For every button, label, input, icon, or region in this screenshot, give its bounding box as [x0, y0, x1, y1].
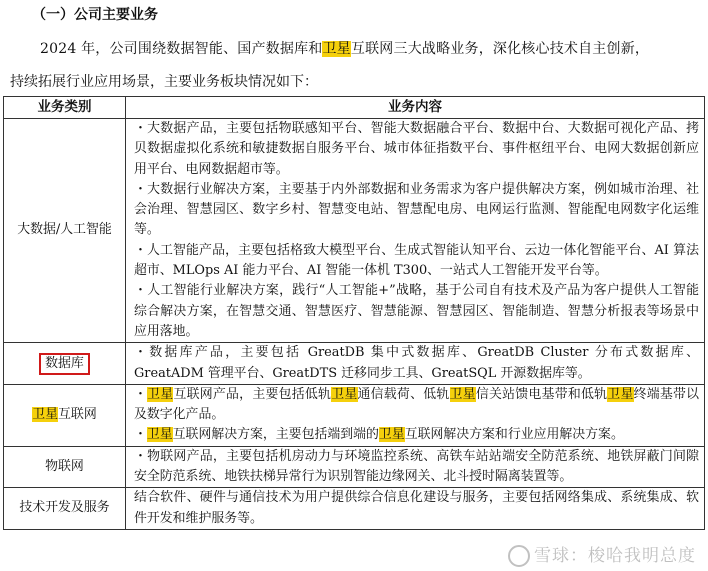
header-content: 业务内容: [126, 97, 705, 119]
highlight-satellite: 卫星: [146, 427, 173, 443]
content-paragraph: 结合软件、硬件与通信技术为用户提供综合信息化建设与服务，主要包括网络集成、系统集成、软件开发和维护服务等。: [134, 490, 699, 526]
text-run: 互联网解决方案，主要包括端到端的: [172, 427, 379, 443]
content-paragraph: ・数据库产品，主要包括 GreatDB 集中式数据库、GreatDB Cluster 分布式数据库、GreatADM 管理平台、GreatDTS 迁移同步工具、GreatSQL 开源数据库等。: [134, 345, 699, 381]
snowball-logo-icon: [508, 545, 530, 567]
highlight-satellite: 卫星: [607, 386, 634, 402]
category-label-boxed: 数据库: [39, 353, 90, 375]
text-run: 终端基带以及数字化产品。: [134, 386, 700, 423]
text-run: 互联网解决方案和行业应用解决方案。: [404, 427, 624, 443]
watermark-text: 雪球：梭哈我明总度: [534, 546, 696, 566]
table-row: [4, 488, 705, 530]
text-run: ・: [134, 427, 147, 443]
intro-line-1: [40, 38, 649, 58]
content-paragraph: [134, 385, 699, 426]
category-cell: [4, 384, 126, 446]
table-row: [4, 343, 705, 385]
content-cell: [126, 119, 705, 343]
category-label: 大数据/人工智能: [17, 222, 112, 238]
highlight-satellite: 卫星: [331, 386, 358, 402]
category-label: 技术开发及服务: [19, 500, 110, 516]
content-paragraph: ・人工智能行业解决方案，践行“人工智能+”战略，基于公司自有技术及产品为客户提供人工智能综合解决方案，在智慧交通、智慧医疗、智慧能源、智慧园区、智能制造、智慧分析报表等场景中应用落地。: [134, 283, 699, 339]
highlight-satellite: 卫星: [32, 407, 59, 423]
table-row: [4, 119, 705, 343]
text-run: 互联网产品，主要包括低轨: [173, 386, 332, 402]
intro-text: 2024 年，公司围绕数据智能、国产数据库和: [40, 41, 323, 57]
category-label: 物联网: [45, 458, 84, 474]
content-cell: [126, 343, 705, 385]
highlight-satellite: 卫星: [378, 427, 405, 443]
business-table: [3, 96, 705, 530]
content-cell: [126, 384, 705, 446]
header-category: 业务类别: [4, 97, 126, 119]
highlight-satellite: 卫星: [449, 386, 476, 402]
category-cell: [4, 446, 126, 488]
content-paragraph: ・物联网产品，主要包括机房动力与环境监控系统、高铁车站站端安全防范系统、地铁屏蔽门间隙安全防范系统、地铁扶梯异常行为识别智能边缘网关、北斗授时隔离装置等。: [134, 448, 699, 485]
category-cell: [4, 488, 126, 530]
table-header-row: [4, 97, 705, 119]
highlight-satellite: 卫星: [147, 386, 174, 402]
content-paragraph: [134, 425, 699, 445]
section-heading: （一）公司主要业务: [32, 7, 158, 23]
content-paragraph: ・大数据行业解决方案，主要基于内外部数据和业务需求为客户提供解决方案，例如城市治理、社会治理、智慧园区、数字乡村、智慧变电站、智慧配电房、电网运行监测、智能配电网数字化运维等。: [134, 181, 699, 238]
table-row: [4, 446, 705, 488]
category-cell: [4, 119, 126, 343]
text-run: 信关站馈电基带和低轨: [475, 386, 608, 402]
category-cell: [4, 343, 126, 385]
category-label: 互联网: [58, 407, 97, 423]
text-run: ・: [134, 386, 148, 402]
intro-line-2: 持续拓展行业应用场景，主要业务板块情况如下：: [10, 74, 318, 90]
table-row: [4, 384, 705, 446]
watermark: [508, 541, 696, 567]
content-cell: [126, 488, 705, 530]
content-paragraph: ・大数据产品，主要包括物联感知平台、智能大数据融合平台、数据中台、大数据可视化产品、拷贝数据虚拟化系统和敏捷数据自服务平台、城市体征指数平台、事件枢纽平台、电网大数据创新应用平台、电网数据超市等。: [134, 121, 699, 177]
content-cell: [126, 446, 705, 488]
highlight-satellite: 卫星: [322, 41, 351, 57]
content-paragraph: ・人工智能产品，主要包括格致大模型平台、生成式智能认知平台、云边一体化智能平台、AI 算法超市、MLOps AI 能力平台、AI 智能一体机 T300、一站式人工智能开发平台等。: [134, 242, 699, 279]
intro-text: 互联网三大战略业务，深化核心技术自主创新，: [350, 41, 650, 57]
text-run: 通信载荷、低轨: [357, 386, 450, 402]
